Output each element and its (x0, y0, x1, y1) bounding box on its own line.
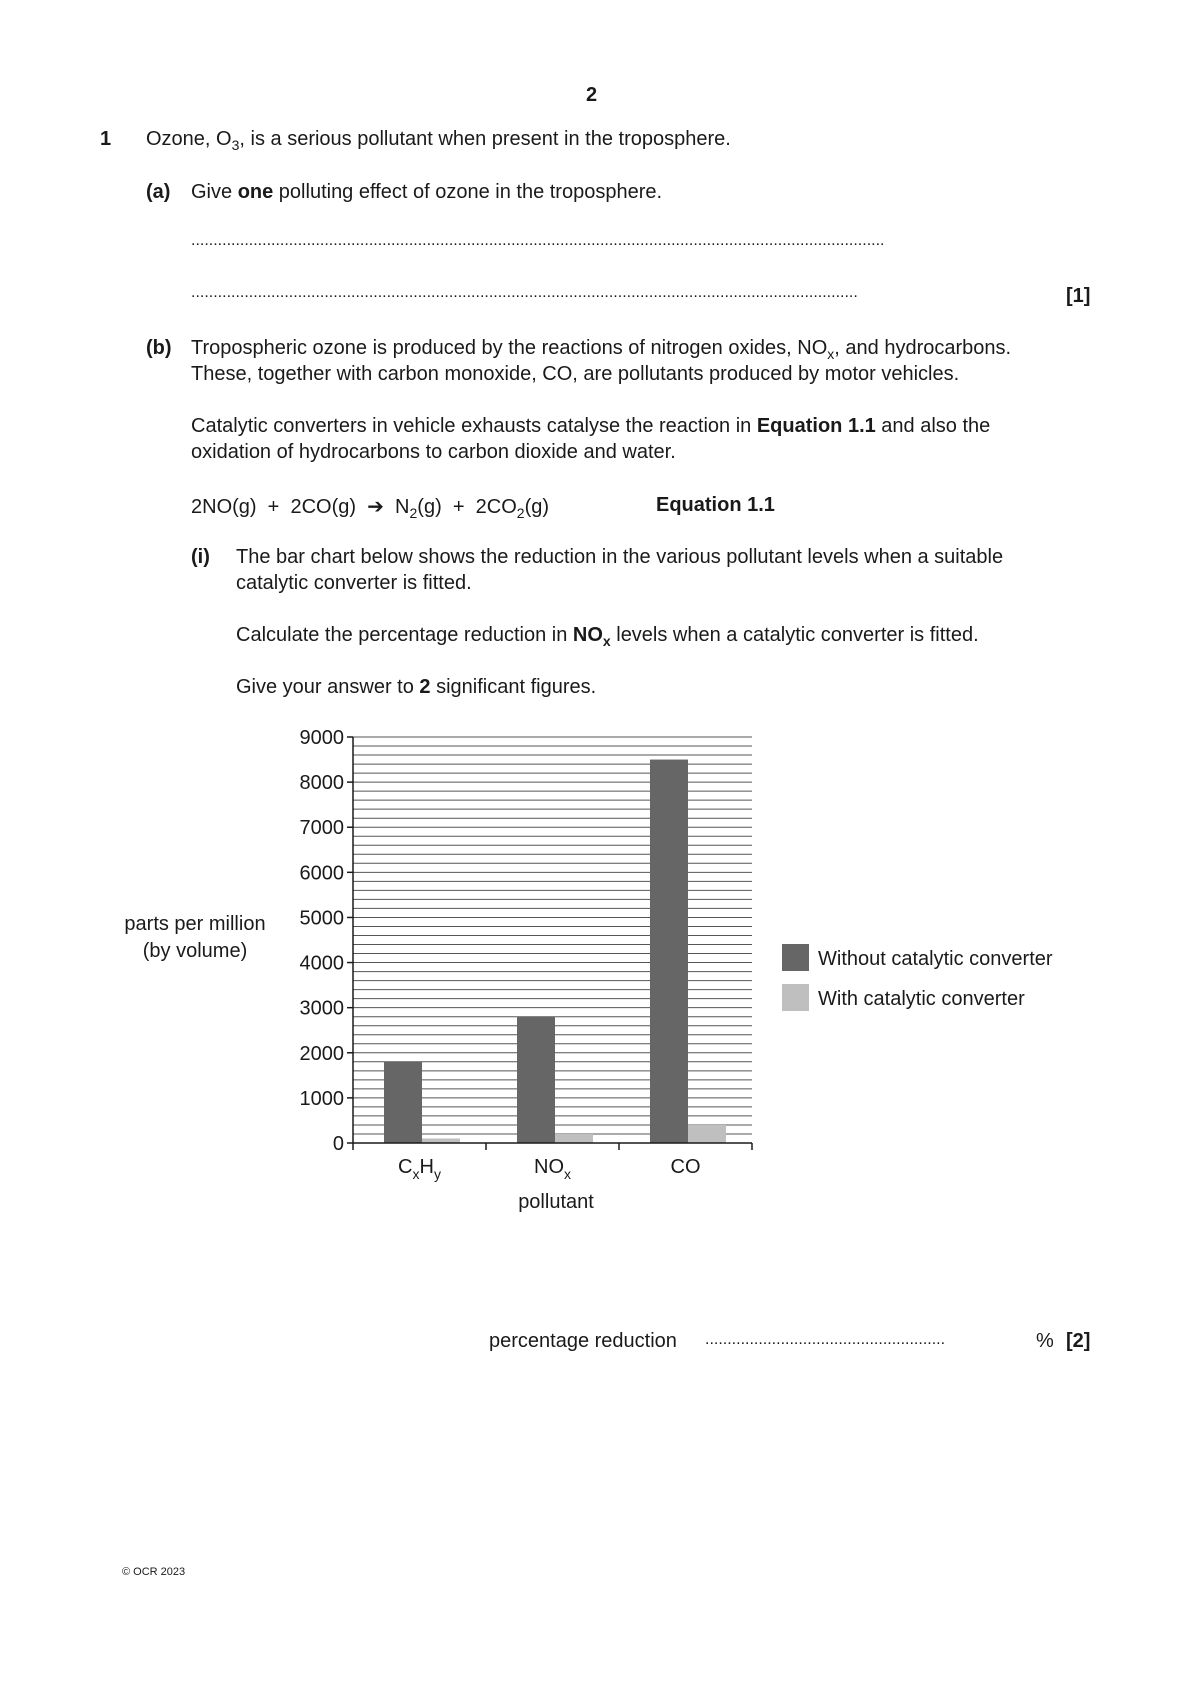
y-tick-label: 9000 (299, 727, 344, 749)
y-tick-label: 7000 (299, 817, 344, 840)
part-b-i-line2: catalytic converter is fitted. (236, 572, 472, 594)
bar-CO-0 (650, 760, 688, 1143)
bar-NOx-0 (517, 1017, 555, 1143)
part-b-line1-post: , and hydrocarbons. (834, 337, 1012, 359)
sf-bold: 2 (419, 676, 431, 698)
x-tick-label-CxHy: $C_xH_y$ (398, 1156, 441, 1182)
y-tick-label: 3000 (299, 997, 344, 1020)
part-b-para2-line2: oxidation of hydrocarbons to carbon dioxide and water. (191, 441, 676, 463)
question-number: 1 (100, 128, 112, 150)
para2-post: and also the (875, 415, 991, 437)
part-a-bold: one (237, 181, 274, 203)
bar-CxHy-0 (384, 1062, 422, 1143)
calc-bold: NO (572, 624, 603, 646)
y-tick-label: 2000 (299, 1042, 344, 1065)
page-number: 2 (586, 84, 598, 106)
bar-CO-1 (688, 1125, 726, 1143)
y-axis-label-line1: parts per million (124, 913, 266, 935)
y-tick-label: 4000 (299, 952, 344, 975)
part-a-label: (a) (146, 181, 171, 203)
part-a-pre: Give (191, 181, 238, 203)
calc-sub: x (602, 633, 611, 649)
part-b-line1-pre: Tropospheric ozone is produced by the reactions of nitrogen oxides, NO (191, 337, 828, 359)
answer-unit: % (1036, 1330, 1054, 1352)
eq-p3: (g) + 2CO (417, 496, 517, 518)
legend-label-1: With catalytic converter (818, 988, 1025, 1010)
part-b-label: (b) (146, 337, 172, 359)
answer-line-2[interactable]: ...................................................................................................................................................... (191, 284, 858, 301)
x-tick-label-NOx: $NO_x$ (534, 1156, 571, 1182)
sf-post: significant figures. (430, 676, 597, 698)
para2-pre: Catalytic converters in vehicle exhausts catalyse the reaction in (191, 415, 757, 437)
y-tick-label: 6000 (299, 862, 344, 885)
eq-p2: N (383, 496, 410, 518)
intro-tail: , is a serious pollutant when present in the troposphere. (239, 128, 731, 150)
para2-bold: Equation 1.1 (756, 415, 876, 437)
part-b-line2: These, together with carbon monoxide, CO, are pollutants produced by motor vehicles. (191, 363, 960, 385)
eq-sub1: 2 (409, 505, 418, 521)
bar-NOx-1 (555, 1134, 593, 1143)
eq-sub2: 2 (516, 505, 525, 521)
part-b-i-marks: [2] (1066, 1330, 1091, 1352)
copyright: © OCR 2023 (122, 1566, 186, 1578)
y-tick-label: 1000 (299, 1087, 344, 1110)
calc-post: levels when a catalytic converter is fitted. (610, 624, 979, 646)
answer-label: percentage reduction (489, 1330, 677, 1352)
y-tick-label: 5000 (299, 907, 344, 930)
part-b-line1-sub: x (827, 346, 835, 362)
part-a-post: polluting effect of ozone in the troposphere. (273, 181, 663, 203)
arrow-icon: ➔ (367, 496, 384, 518)
x-axis-label: pollutant (518, 1191, 594, 1213)
x-tick-label-CO: CO (670, 1156, 701, 1178)
answer-input[interactable]: ...................................................... (705, 1331, 946, 1348)
legend-label-0: Without catalytic converter (818, 948, 1053, 970)
y-tick-label: 8000 (299, 772, 344, 795)
part-b-i-label: (i) (191, 546, 210, 568)
y-tick-label: 0 (332, 1133, 344, 1155)
y-axis-label-line2: (by volume) (142, 940, 248, 962)
legend-swatch-1 (782, 984, 809, 1011)
legend-swatch-0 (782, 944, 809, 971)
eq-p1: 2NO(g) + 2CO(g) (191, 496, 368, 518)
intro-text: Ozone, O (146, 128, 232, 150)
equation-label: Equation 1.1 (656, 494, 775, 516)
intro-subscript: 3 (231, 137, 240, 153)
eq-p4: (g) (524, 496, 550, 518)
sf-pre: Give your answer to (236, 676, 420, 698)
calc-pre: Calculate the percentage reduction in (236, 624, 573, 646)
part-b-i-line1: The bar chart below shows the reduction in the various pollutant levels when a suitable (236, 546, 1004, 568)
answer-line-1[interactable]: ............................................................................................................................................................ (191, 232, 885, 249)
part-a-marks: [1] (1066, 285, 1091, 307)
